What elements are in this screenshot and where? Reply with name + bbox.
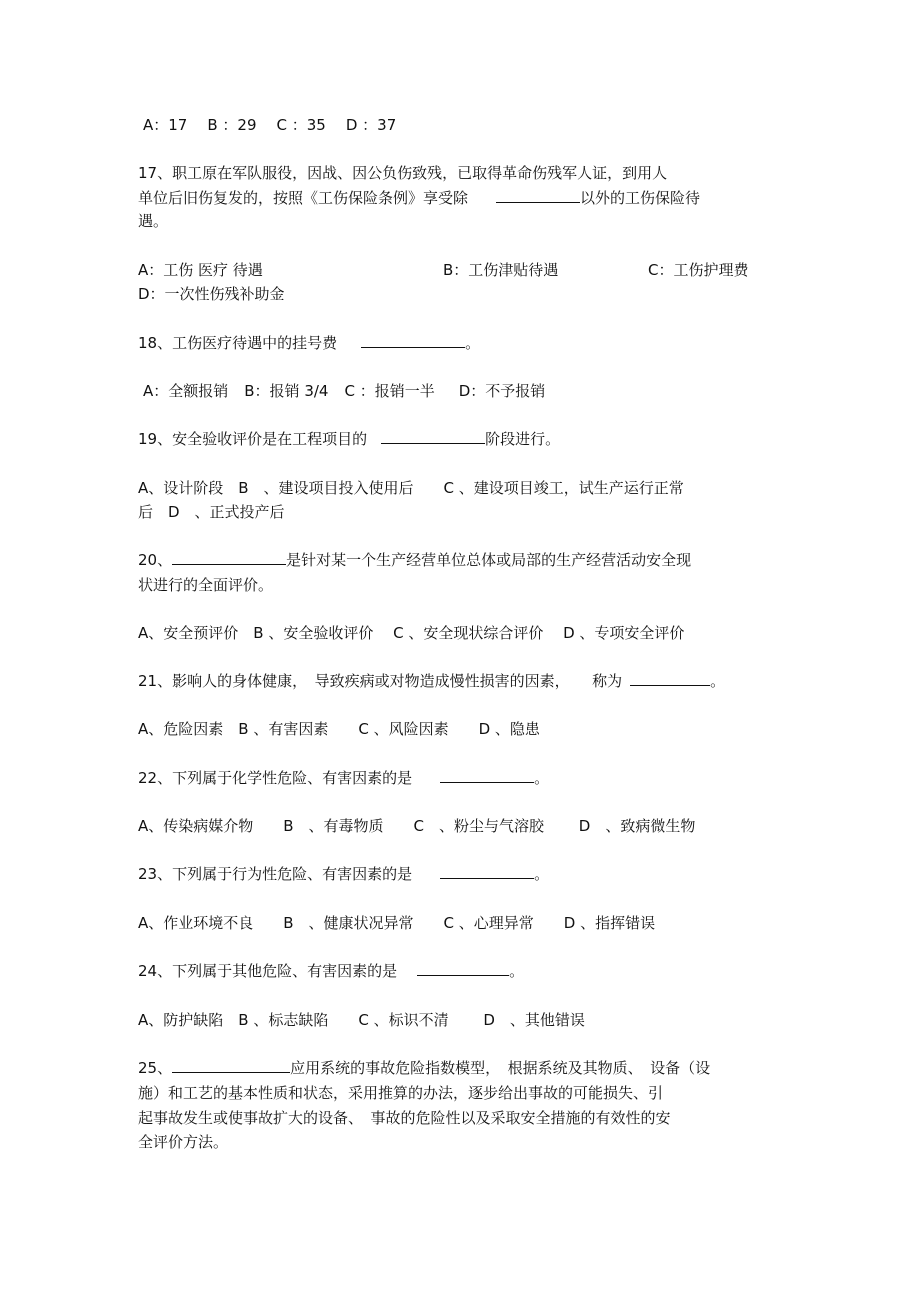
q20-text-post: 是针对某一个生产经营单位总体或局部的生产经营活动安全现 xyxy=(286,551,692,569)
q17-line2 xyxy=(138,188,700,208)
q19-options-line1: A、设计阶段 B 、建设项目投入使用后 C 、建设项目竣工，试生产运行正常 xyxy=(138,479,684,497)
q17-option-a: A：工伤 医疗 待遇 xyxy=(138,261,263,279)
q21-answer-blank xyxy=(630,671,710,686)
q22-question xyxy=(138,768,549,788)
q23-text-pre: 23、下列属于行为性危险、有害因素的是 xyxy=(138,865,413,883)
q18-option-a: A：全额报销 xyxy=(143,382,229,400)
q17-text-post: 以外的工伤保险待 xyxy=(580,189,701,207)
q17-line1: 17、职工原在军队服役，因战、因公负伤致残，已取得革命伤残军人证，到用人 xyxy=(138,164,668,182)
q16-option-d: D ：37 xyxy=(345,116,397,134)
q23-text-post: 。 xyxy=(534,865,550,883)
q23-question xyxy=(138,864,549,884)
q18-text-post: 。 xyxy=(465,334,481,352)
q19-text-post: 阶段进行。 xyxy=(485,430,561,448)
q25-line4: 全评价方法。 xyxy=(138,1133,229,1151)
q24-options: A、防护缺陷 B 、标志缺陷 C 、标识不清 D 、其他错误 xyxy=(138,1011,585,1029)
q25-question xyxy=(138,1058,710,1078)
q25-answer-blank xyxy=(172,1058,290,1073)
q17-option-b: B：工伤津贴待遇 xyxy=(443,261,559,279)
q22-answer-blank xyxy=(440,768,534,783)
q25-line3: 起事故发生或使事故扩大的设备、 事故的危险性以及采取安全措施的有效性的安 xyxy=(138,1109,671,1127)
q16-option-b: B ：29 xyxy=(207,116,257,134)
q19-answer-blank xyxy=(381,429,485,444)
q17-text-pre: 单位后旧伤复发的，按照《工伤保险条例》享受除 xyxy=(138,189,469,207)
q25-text-pre: 25、 xyxy=(138,1059,173,1077)
q20-line2: 状进行的全面评价。 xyxy=(138,576,274,594)
q23-answer-blank xyxy=(440,864,534,879)
q21-text-pre: 21、影响人的身体健康， 导致疾病或对物造成慢性损害的因素， 称为 xyxy=(138,672,623,690)
q20-options: A、安全预评价 B 、安全验收评价 C 、安全现状综合评价 D 、专项安全评价 xyxy=(138,624,685,642)
q19-options-line2: 后 D 、正式投产后 xyxy=(138,503,285,521)
q21-question xyxy=(138,671,725,691)
q16-option-c: C ：35 xyxy=(276,116,326,134)
q18-option-b: B：报销 3/4 xyxy=(244,382,329,400)
q16-options xyxy=(143,115,396,135)
q19-question xyxy=(138,429,560,449)
q21-text-post: 。 xyxy=(710,672,726,690)
q17-answer-blank xyxy=(496,188,580,203)
q18-answer-blank xyxy=(361,333,465,348)
q22-text-post: 。 xyxy=(534,769,550,787)
q20-answer-blank xyxy=(172,550,286,565)
q25-line2: 施）和工艺的基本性质和状态，采用推算的办法，逐步给出事故的可能损失、引 xyxy=(138,1084,664,1102)
q24-answer-blank xyxy=(417,961,509,976)
q18-option-c: C ：报销一半 xyxy=(344,382,435,400)
q19-text-pre: 19、安全验收评价是在工程项目的 xyxy=(138,430,368,448)
q24-question xyxy=(138,961,524,981)
q20-text-pre: 20、 xyxy=(138,551,173,569)
q18-options xyxy=(143,381,545,401)
q21-options: A、危险因素 B 、有害因素 C 、风险因素 D 、隐患 xyxy=(138,720,540,738)
q24-text-post: 。 xyxy=(509,962,525,980)
q23-options: A、作业环境不良 B 、健康状况异常 C 、心理异常 D 、指挥错误 xyxy=(138,914,656,932)
q17-line3: 遇。 xyxy=(138,212,169,230)
q18-text-pre: 18、工伤医疗待遇中的挂号费 xyxy=(138,334,338,352)
q18-question xyxy=(138,333,480,353)
q24-text-pre: 24、下列属于其他危险、有害因素的是 xyxy=(138,962,398,980)
q17-option-c: C：工伤护理费 xyxy=(648,261,749,279)
q18-option-d: D：不予报销 xyxy=(458,382,546,400)
q22-text-pre: 22、下列属于化学性危险、有害因素的是 xyxy=(138,769,413,787)
q22-options: A、传染病媒介物 B 、有毒物质 C 、粉尘与气溶胶 D 、致病微生物 xyxy=(138,817,696,835)
q16-option-a: A：17 xyxy=(143,116,188,134)
q17-option-d: D：一次性伤残补助金 xyxy=(138,285,285,303)
q20-question xyxy=(138,550,691,570)
q25-text-post: 应用系统的事故危险指数模型， 根据系统及其物质、 设备（设 xyxy=(290,1059,711,1077)
